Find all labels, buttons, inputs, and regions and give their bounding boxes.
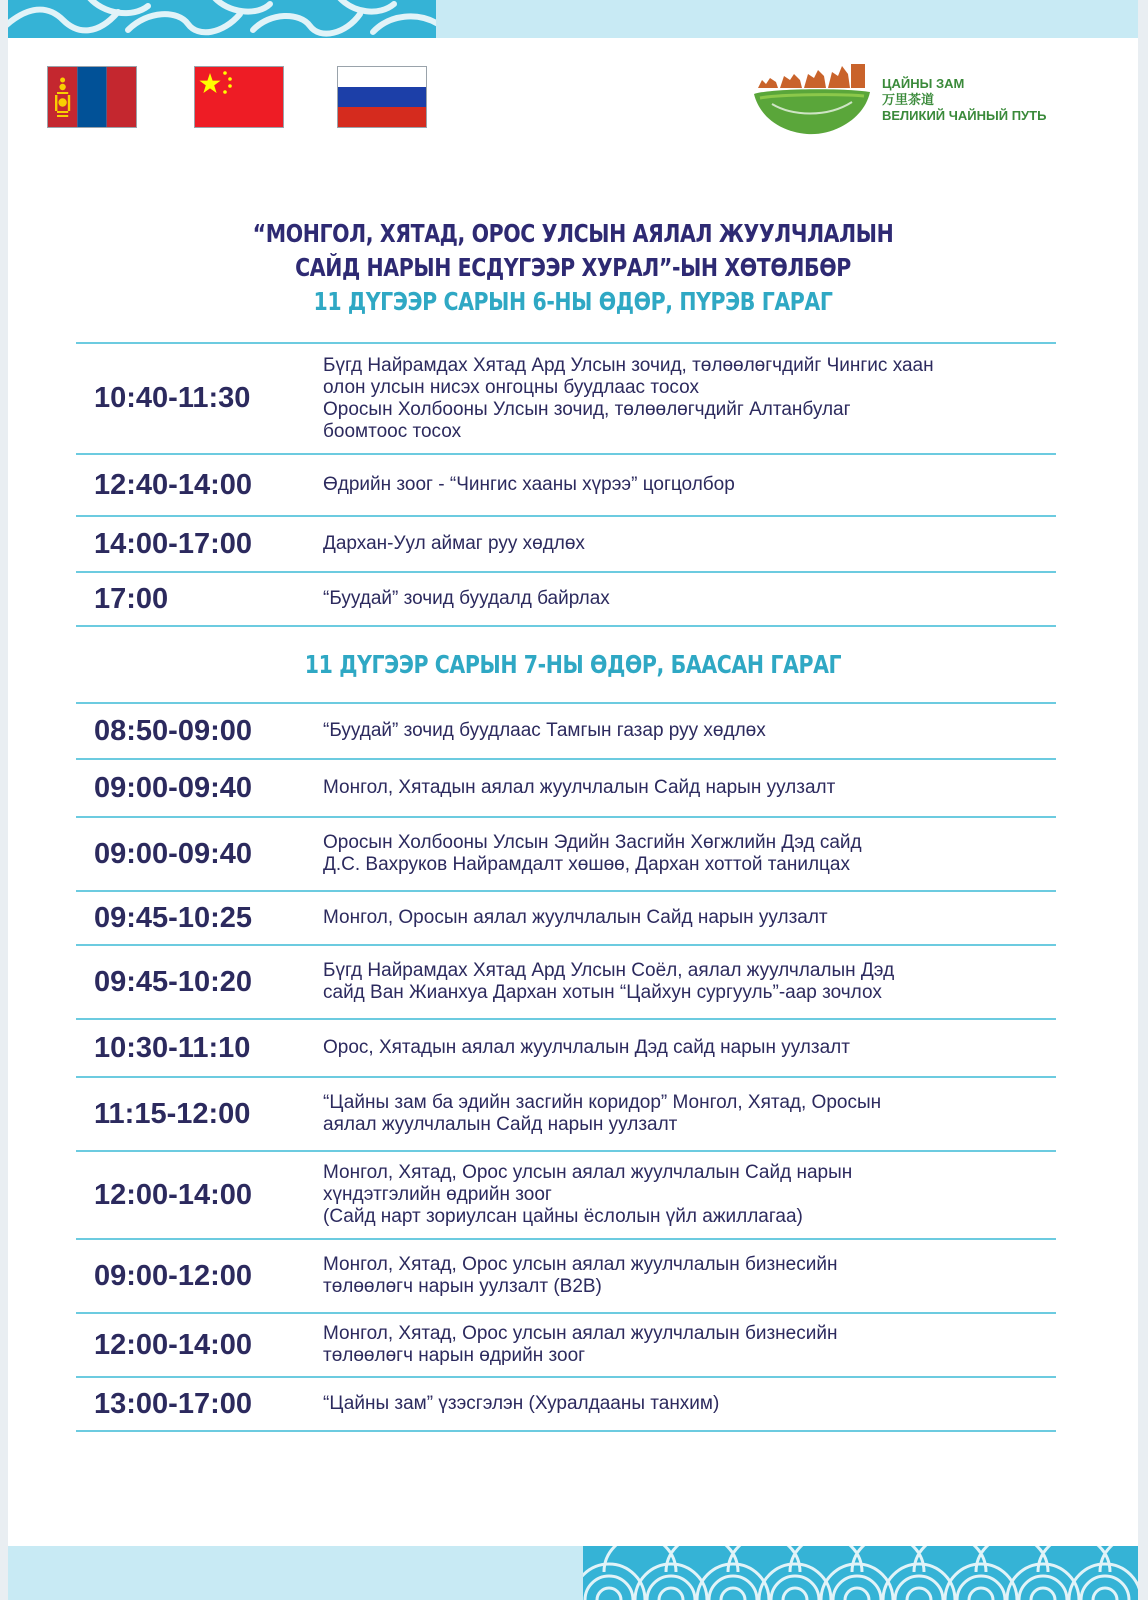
logo-text-zh: 万里茶道 [882,92,935,107]
schedule-time: 11:15-12:00 [94,1097,251,1130]
day1-heading: 11 ДҮГЭЭР САРЫН 6-НЫ ӨДӨР, ПҮРЭВ ГАРАГ [313,287,833,316]
description-line: Орос, Хятадын аялал жуулчлалын Дэд сайд нарын уулзалт [323,1037,850,1058]
schedule-time: 12:40-14:00 [94,468,252,501]
description-line: Д.С. Вахруков Найрамдалт хөшөө, Дархан хоттой танилцах [323,854,850,875]
schedule-description [323,1240,1068,1312]
logo-text-mn: ЦАЙНЫ ЗАМ [882,76,965,91]
page-title-line2: САЙД НАРЫН ЕСДҮГЭЭР ХУРАЛ”-ЫН ХӨТӨЛБӨР [295,253,851,282]
description-line: Монгол, Хятад, Орос улсын аялал жуулчлалын бизнесийн [323,1323,838,1344]
schedule-row [76,1078,1076,1150]
description-line: Монгол, Хятад, Орос улсын аялал жуулчлалын бизнесийн [323,1254,838,1275]
description-line: олон улсын нисэх онгоцны буудлаас тосох [323,376,699,398]
schedule-time: 09:00-09:40 [94,837,252,870]
schedule-time: 14:00-17:00 [94,527,252,560]
description-line: хүндэтгэлийн өдрийн зоог [323,1184,552,1205]
schedule-row [76,344,1076,453]
description-line: төлөөлөгч нарын өдрийн зоог [323,1345,586,1366]
description-line: Бүгд Найрамдах Хятад Ард Улсын зочид, төлөөлөгчдийг Чингис хаан [323,354,934,376]
schedule-row [76,1152,1076,1238]
description-line: Монгол, Оросын аялал жуулчлалын Сайд нарын уулзалт [323,907,828,928]
page-title-line1: “МОНГОЛ, ХЯТАД, ОРОС УЛСЫН АЯЛАЛ ЖУУЛЧЛАЛЫН [252,219,894,248]
schedule-row [76,818,1076,890]
schedule-row [76,1314,1076,1376]
schedule-time: 10:40-11:30 [94,382,251,414]
schedule-description [323,344,1068,453]
schedule-row [76,704,1076,758]
china-flag-icon [195,67,283,127]
description-line: “Буудай” зочид буудлаас Тамгын газар руу хөдлөх [323,720,766,741]
schedule-time: 09:45-10:25 [94,901,252,934]
description-line: аялал жуулчлалын Сайд нарын уулзалт [323,1114,678,1135]
schedule-description [323,760,1068,816]
description-line: боомтоос тосох [323,420,462,442]
description-line: “Буудай” зочид буудалд байрлах [323,588,610,609]
schedule-description [323,704,1068,758]
schedule-row [76,892,1076,944]
description-line: Оросын Холбооны Улсын зочид, төлөөлөгчдийг Алтанбулаг [323,398,851,420]
wave-pattern-icon [583,1546,1138,1600]
schedule-description [323,1078,1068,1150]
camel-caravan-logo-icon [752,58,872,140]
wave-pattern-icon [8,0,436,38]
schedule-description [323,1378,1068,1430]
schedule-description [323,818,1068,890]
schedule-description [323,573,1068,625]
day2-heading: 11 ДҮГЭЭР САРЫН 7-НЫ ӨДӨР, БААСАН ГАРАГ [304,650,842,679]
schedule-time: 08:50-09:00 [94,714,252,747]
description-line: Бүгд Найрамдах Хятад Ард Улсын Соёл, аялал жуулчлалын Дэд [323,960,895,981]
schedule-time: 17:00 [94,582,169,615]
schedule-row [76,517,1076,571]
description-line: (Сайд нарт зориулсан цайны ёслолын үйл ажиллагаа) [323,1206,803,1227]
schedule-time: 13:00-17:00 [94,1387,252,1420]
description-line: Дархан-Уул аймаг руу хөдлөх [323,533,585,554]
description-line: Өдрийн зоог - “Чингис хааны хүрээ” цогцолбор [323,474,735,495]
schedule-description [323,892,1068,944]
schedule-description [323,1314,1068,1376]
schedule-row [76,1240,1076,1312]
description-line: Монгол, Хятад, Орос улсын аялал жуулчлалын Сайд нарын [323,1162,853,1183]
schedule-time: 09:00-09:40 [94,771,252,804]
schedule-time: 12:00-14:00 [94,1178,252,1211]
schedule-description [323,946,1068,1018]
schedule-description [323,1020,1068,1076]
schedule-time: 09:45-10:20 [94,965,252,998]
schedule-time: 10:30-11:10 [94,1031,251,1064]
divider [76,1430,1056,1432]
logo-text-ru: ВЕЛИКИЙ ЧАЙНЫЙ ПУТЬ [882,108,1047,123]
divider [76,625,1056,627]
schedule-time: 09:00-12:00 [94,1259,252,1292]
schedule-row [76,946,1076,1018]
program-page [8,0,1138,1600]
schedule-description [323,455,1068,515]
schedule-row [76,573,1076,625]
schedule-row [76,1378,1076,1430]
mongolia-flag-icon [48,67,136,127]
schedule-description [323,1152,1068,1238]
description-line: сайд Ван Жианхуа Дархан хотын “Цайхун сургууль”-аар зочлох [323,982,882,1003]
russia-flag-icon [338,67,426,127]
schedule-row [76,760,1076,816]
description-line: Оросын Холбооны Улсын Эдийн Засгийн Хөгжлийн Дэд сайд [323,832,862,853]
schedule-time: 12:00-14:00 [94,1328,252,1361]
description-line: Монгол, Хятадын аялал жуулчлалын Сайд нарын уулзалт [323,777,836,798]
schedule-row [76,455,1076,515]
logo-caption [882,76,1046,124]
description-line: “Цайны зам ба эдийн засгийн коридор” Монгол, Хятад, Оросын [323,1092,882,1113]
description-line: төлөөлөгч нарын уулзалт (B2B) [323,1276,602,1297]
description-line: “Цайны зам” үзэсгэлэн (Хуралдааны танхим) [323,1393,720,1414]
schedule-description [323,517,1068,571]
schedule-row [76,1020,1076,1076]
